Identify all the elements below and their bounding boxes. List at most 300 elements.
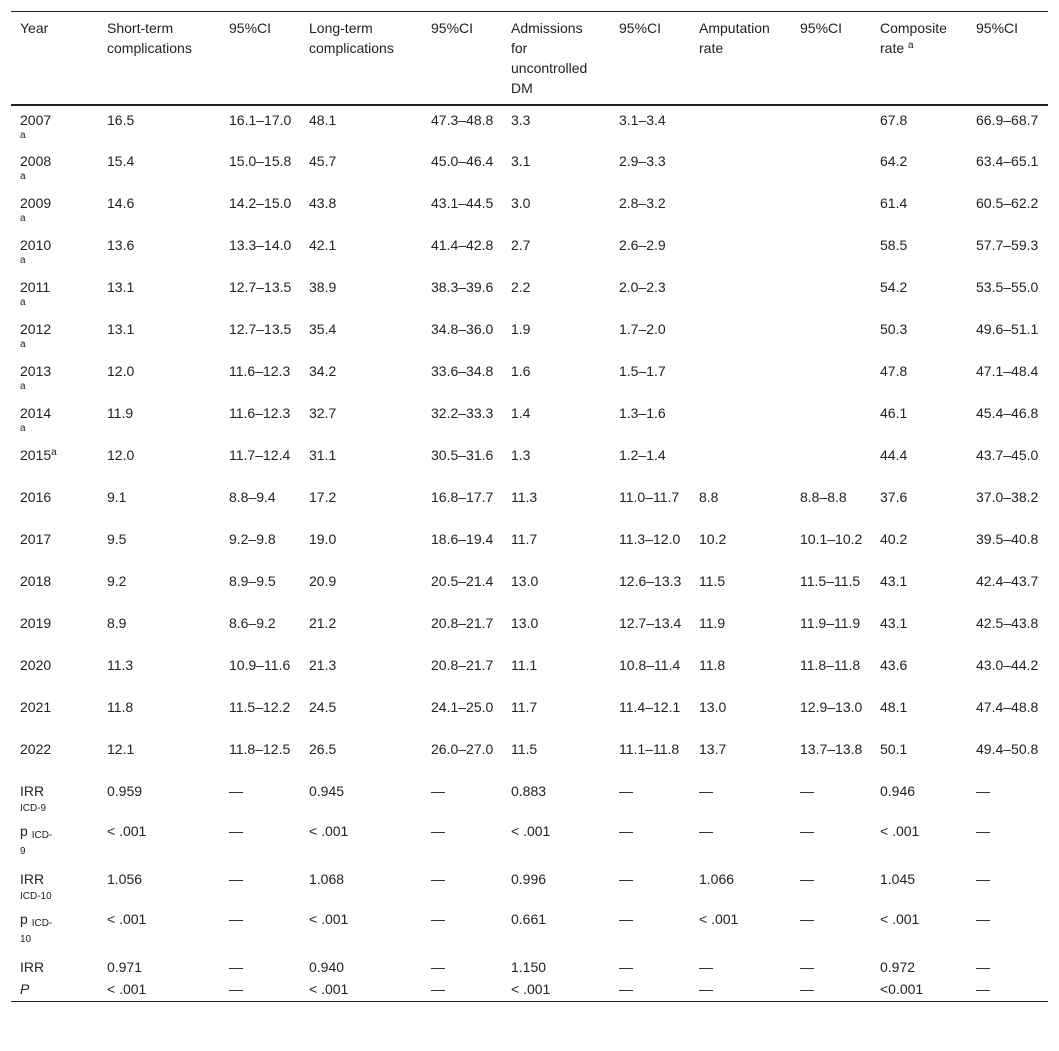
ci-cell: 2.9–3.3 [619, 153, 666, 169]
value-cell: 42.1 [309, 237, 337, 253]
ci-cell: 43.1–44.5 [431, 195, 494, 211]
footnote-mark: a [20, 381, 26, 392]
ci-cell: 13.3–14.0 [229, 237, 292, 253]
stat-value: — [976, 981, 990, 997]
stat-value: — [699, 981, 713, 997]
stat-value: < .001 [880, 911, 920, 927]
value-cell: 9.1 [107, 489, 127, 505]
ci-cell: 43.7–45.0 [976, 447, 1039, 463]
year-cell [11, 569, 98, 611]
value-cell: 11.5 [511, 741, 538, 757]
value-cell: 11.8 [107, 699, 134, 715]
ci-cell: 18.6–19.4 [431, 531, 494, 547]
value-cell: 14.6 [107, 195, 135, 211]
value-cell [690, 275, 791, 317]
stat-value: 0.946 [880, 783, 916, 799]
stat-value: 0.940 [309, 959, 345, 975]
value-cell: 12.0 [107, 447, 135, 463]
value-cell: 17.2 [309, 489, 337, 505]
value-cell: 40.2 [880, 531, 908, 547]
value-cell: 12.0 [107, 363, 135, 379]
ci-cell: 10.1–10.2 [800, 531, 863, 547]
stat-value: — [800, 823, 814, 839]
value-cell: 16.5 [107, 112, 135, 128]
footnote-mark: a [20, 297, 26, 308]
value-cell: 9.2 [107, 573, 127, 589]
stat-value: — [699, 823, 713, 839]
p-label-subscript-cont: 9 [20, 846, 26, 857]
ci-cell: 30.5–31.6 [431, 447, 494, 463]
value-cell: 1.3 [511, 447, 531, 463]
value-cell: 46.1 [880, 405, 908, 421]
ci-cell: 39.5–40.8 [976, 531, 1039, 547]
year-cell [11, 401, 98, 443]
year-value: 2019 [20, 615, 52, 631]
value-cell: 11.7 [511, 531, 538, 547]
year-cell [11, 105, 98, 149]
ci-cell: 20.8–21.7 [431, 615, 494, 631]
stat-value: 1.045 [880, 871, 916, 887]
stat-value: — [431, 959, 445, 975]
ci-cell: 16.8–17.7 [431, 489, 494, 505]
p-value-row [11, 801, 1048, 867]
stat-value: — [619, 911, 633, 927]
header-short-term: Short-term complications [107, 20, 192, 56]
stat-value: — [619, 823, 633, 839]
stat-value: 0.972 [880, 959, 916, 975]
ci-cell: 47.1–48.4 [976, 363, 1039, 379]
ci-cell: 66.9–68.7 [976, 112, 1039, 128]
stat-value: — [619, 871, 633, 887]
year-cell [11, 443, 98, 485]
value-cell: 13.1 [107, 321, 135, 337]
stat-value: 0.996 [511, 871, 547, 887]
stat-value: < .001 [107, 911, 147, 927]
ci-cell: 8.9–9.5 [229, 573, 276, 589]
year-cell [11, 611, 98, 653]
ci-cell: 43.0–44.2 [976, 657, 1039, 673]
ci-cell: 1.3–1.6 [619, 405, 666, 421]
year-value: 2017 [20, 531, 52, 547]
stat-value: < .001 [309, 981, 349, 997]
value-cell: 32.7 [309, 405, 337, 421]
ci-cell: 8.8–8.8 [800, 489, 847, 505]
p-label-letter: p [20, 823, 28, 839]
value-cell: 26.5 [309, 741, 337, 757]
value-cell: 11.5 [699, 573, 726, 589]
value-cell [690, 191, 791, 233]
stat-label [11, 889, 98, 955]
value-cell [690, 401, 791, 443]
value-cell: 11.3 [107, 657, 134, 673]
value-cell: 11.9 [699, 615, 726, 631]
ci-cell [791, 401, 871, 443]
stat-value: < .001 [107, 981, 147, 997]
value-cell: 8.9 [107, 615, 127, 631]
year-value: 2016 [20, 489, 52, 505]
value-cell: 11.9 [107, 405, 134, 421]
ci-cell: 1.5–1.7 [619, 363, 666, 379]
value-cell: 3.0 [511, 195, 531, 211]
stat-label: IRR [20, 783, 45, 799]
value-cell: 3.3 [511, 112, 531, 128]
stat-value: — [699, 783, 713, 799]
value-cell: 21.2 [309, 615, 337, 631]
ci-cell: 49.6–51.1 [976, 321, 1039, 337]
value-cell: 13.7 [699, 741, 727, 757]
value-cell: 21.3 [309, 657, 337, 673]
ci-cell: 11.1–11.8 [619, 741, 680, 757]
stat-value: — [229, 959, 243, 975]
stat-value: — [976, 823, 990, 839]
year-value: 2013 [20, 363, 52, 379]
value-cell: 8.8 [699, 489, 719, 505]
value-cell: 13.6 [107, 237, 135, 253]
ci-cell: 11.5–11.5 [800, 573, 861, 589]
year-value: 2011 [20, 279, 51, 295]
value-cell: 24.5 [309, 699, 337, 715]
p-label-main [20, 909, 90, 934]
complications-rate-table [11, 11, 1048, 1002]
value-cell: 38.9 [309, 279, 337, 295]
ci-cell: 2.8–3.2 [619, 195, 666, 211]
ci-cell: 33.6–34.8 [431, 363, 494, 379]
value-cell [690, 149, 791, 191]
ci-cell [791, 149, 871, 191]
header-ci: 95%CI [619, 20, 662, 36]
ci-cell: 11.6–12.3 [229, 363, 291, 379]
year-value: 2010 [20, 237, 52, 253]
stat-value: — [976, 911, 990, 927]
p-value-row [11, 977, 1048, 1001]
ci-cell: 8.6–9.2 [229, 615, 276, 631]
value-cell: 13.0 [511, 615, 539, 631]
ci-cell [791, 191, 871, 233]
stat-value: 1.056 [107, 871, 143, 887]
value-cell: 67.8 [880, 112, 908, 128]
ci-cell: 20.8–21.7 [431, 657, 494, 673]
stat-value: — [431, 871, 445, 887]
value-cell: 1.9 [511, 321, 531, 337]
year-value: 2015 [20, 447, 52, 463]
ci-cell: 47.3–48.8 [431, 112, 494, 128]
table-row [11, 359, 1048, 401]
year-cell [11, 275, 98, 317]
table-row [11, 527, 1048, 569]
stat-value: — [431, 823, 445, 839]
footnote-mark: a [20, 339, 26, 350]
p-label-subscript: ICD- [31, 830, 53, 841]
stat-value: <0.001 [880, 981, 924, 997]
stat-value: 0.945 [309, 783, 345, 799]
ci-cell: 24.1–25.0 [431, 699, 494, 715]
stat-value: — [431, 783, 445, 799]
year-cell [11, 191, 98, 233]
stat-value: 1.066 [699, 871, 735, 887]
year-cell [11, 527, 98, 569]
ci-cell: 11.3–12.0 [619, 531, 681, 547]
year-cell [11, 653, 98, 695]
header-long-term: Long-term complications [309, 20, 394, 56]
year-cell [11, 317, 98, 359]
stat-value: 0.661 [511, 911, 547, 927]
stat-value: — [229, 823, 243, 839]
ci-cell: 11.6–12.3 [229, 405, 291, 421]
p-label-superscript: ICD-9 [20, 803, 47, 814]
ci-cell: 34.8–36.0 [431, 321, 494, 337]
ci-cell: 11.8–12.5 [229, 741, 291, 757]
ci-cell [791, 275, 871, 317]
value-cell [690, 105, 791, 149]
ci-cell: 57.7–59.3 [976, 237, 1039, 253]
stat-value: < .001 [511, 823, 551, 839]
stat-value: 1.150 [511, 959, 547, 975]
footnote-mark: a [20, 423, 26, 434]
year-cell [11, 149, 98, 191]
ci-cell: 12.7–13.4 [619, 615, 682, 631]
year-value: 2021 [20, 699, 52, 715]
stat-value: — [800, 981, 814, 997]
ci-cell: 12.7–13.5 [229, 321, 292, 337]
value-cell: 54.2 [880, 279, 908, 295]
value-cell: 37.6 [880, 489, 908, 505]
value-cell: 61.4 [880, 195, 908, 211]
irr-row [11, 955, 1048, 977]
value-cell [690, 233, 791, 275]
ci-cell [791, 443, 871, 485]
value-cell: 64.2 [880, 153, 908, 169]
ci-cell [791, 105, 871, 149]
header-ci: 95%CI [229, 20, 272, 36]
value-cell [690, 317, 791, 359]
ci-cell: 3.1–3.4 [619, 112, 666, 128]
ci-cell: 42.4–43.7 [976, 573, 1039, 589]
value-cell: 11.1 [511, 657, 538, 673]
ci-cell: 20.5–21.4 [431, 573, 494, 589]
stat-value: — [976, 783, 990, 799]
table-row [11, 105, 1048, 149]
stat-value: — [431, 981, 445, 997]
value-cell: 43.6 [880, 657, 908, 673]
ci-cell [791, 233, 871, 275]
stat-label [11, 801, 98, 867]
table-row [11, 149, 1048, 191]
ci-cell [791, 359, 871, 401]
value-cell: 11.3 [511, 489, 538, 505]
ci-cell: 1.2–1.4 [619, 447, 666, 463]
stat-value: — [431, 911, 445, 927]
ci-cell: 12.7–13.5 [229, 279, 292, 295]
header-ci: 95%CI [431, 20, 474, 36]
p-label-superscript: ICD-10 [20, 891, 52, 902]
table-row [11, 695, 1048, 737]
footnote-mark: a [20, 255, 26, 266]
ci-cell: 13.7–13.8 [800, 741, 863, 757]
value-cell: 35.4 [309, 321, 337, 337]
ci-cell [791, 317, 871, 359]
ci-cell: 26.0–27.0 [431, 741, 494, 757]
ci-cell: 10.8–11.4 [619, 657, 681, 673]
value-cell: 34.2 [309, 363, 337, 379]
ci-cell: 11.9–11.9 [800, 615, 861, 631]
stat-value: 0.959 [107, 783, 143, 799]
stat-value: 0.971 [107, 959, 143, 975]
header-ci: 95%CI [976, 20, 1019, 36]
stat-value: — [229, 871, 243, 887]
ci-cell: 37.0–38.2 [976, 489, 1039, 505]
value-cell: 12.1 [107, 741, 135, 757]
ci-cell: 15.0–15.8 [229, 153, 292, 169]
value-cell: 43.1 [880, 615, 908, 631]
year-value: 2020 [20, 657, 52, 673]
table-row [11, 569, 1048, 611]
value-cell: 10.2 [699, 531, 727, 547]
stat-value: — [699, 959, 713, 975]
ci-cell: 41.4–42.8 [431, 237, 494, 253]
p-label [20, 803, 90, 858]
year-value: 2009 [20, 195, 52, 211]
value-cell: 50.1 [880, 741, 908, 757]
table-row [11, 317, 1048, 359]
ci-cell: 12.9–13.0 [800, 699, 863, 715]
value-cell: 48.1 [309, 112, 337, 128]
ci-cell: 8.8–9.4 [229, 489, 276, 505]
year-value: 2014 [20, 405, 52, 421]
value-cell: 43.8 [309, 195, 337, 211]
stat-value: — [229, 783, 243, 799]
table-row [11, 275, 1048, 317]
stat-label: IRR [20, 959, 45, 975]
value-cell: 11.8 [699, 657, 726, 673]
value-cell [690, 443, 791, 485]
value-cell: 2.7 [511, 237, 531, 253]
value-cell: 13.0 [511, 573, 539, 589]
header-ci: 95%CI [800, 20, 843, 36]
p-label-main [20, 821, 90, 846]
footnote-mark: a [20, 213, 26, 224]
table-row [11, 401, 1048, 443]
ci-cell: 53.5–55.0 [976, 279, 1039, 295]
value-cell: 31.1 [309, 447, 337, 463]
ci-cell: 11.4–12.1 [619, 699, 681, 715]
ci-cell: 11.0–11.7 [619, 489, 680, 505]
ci-cell: 11.8–11.8 [800, 657, 861, 673]
stat-value: < .001 [511, 981, 551, 997]
table-row [11, 653, 1048, 695]
p-label-subscript-cont: 10 [20, 934, 32, 945]
table-row [11, 611, 1048, 653]
stat-value: < .001 [880, 823, 920, 839]
stat-value: 0.883 [511, 783, 547, 799]
ci-cell: 42.5–43.8 [976, 615, 1039, 631]
ci-cell: 49.4–50.8 [976, 741, 1039, 757]
value-cell: 11.7 [511, 699, 538, 715]
value-cell: 1.6 [511, 363, 531, 379]
year-cell [11, 485, 98, 527]
ci-cell: 12.6–13.3 [619, 573, 682, 589]
ci-cell: 38.3–39.6 [431, 279, 494, 295]
year-cell [11, 359, 98, 401]
value-cell: 2.2 [511, 279, 531, 295]
ci-cell: 45.0–46.4 [431, 153, 494, 169]
year-value: 2018 [20, 573, 52, 589]
stat-value: — [976, 871, 990, 887]
table-row [11, 233, 1048, 275]
ci-cell: 9.2–9.8 [229, 531, 276, 547]
value-cell: 43.1 [880, 573, 908, 589]
header-composite-label: Composite rate [880, 20, 947, 56]
table-row [11, 443, 1048, 485]
footnote-mark: a [20, 171, 26, 182]
stat-value: — [619, 981, 633, 997]
value-cell: 13.1 [107, 279, 135, 295]
header-amputation: Amputation rate [699, 20, 770, 56]
stat-label: IRR [20, 871, 45, 887]
stat-value: < .001 [309, 823, 349, 839]
year-value: 2012 [20, 321, 52, 337]
footnote-mark: a [908, 40, 914, 51]
header-year: Year [20, 20, 49, 36]
stat-value: — [800, 783, 814, 799]
footnote-mark: a [51, 447, 57, 458]
stat-value: < .001 [309, 911, 349, 927]
p-label [20, 891, 90, 946]
value-cell: 50.3 [880, 321, 908, 337]
footnote-mark: a [20, 130, 26, 141]
year-value: 2022 [20, 741, 52, 757]
ci-cell: 11.5–12.2 [229, 699, 291, 715]
ci-cell: 2.6–2.9 [619, 237, 666, 253]
ci-cell: 1.7–2.0 [619, 321, 666, 337]
year-cell [11, 695, 98, 737]
year-value: 2007 [20, 112, 52, 128]
ci-cell: 2.0–2.3 [619, 279, 666, 295]
ci-cell: 11.7–12.4 [229, 447, 291, 463]
p-value-row [11, 889, 1048, 955]
year-cell [11, 737, 98, 779]
value-cell: 15.4 [107, 153, 135, 169]
stat-value: — [229, 981, 243, 997]
stat-value: — [976, 959, 990, 975]
value-cell: 44.4 [880, 447, 908, 463]
stat-value: — [800, 959, 814, 975]
ci-cell: 16.1–17.0 [229, 112, 292, 128]
stat-value: — [800, 911, 814, 927]
value-cell: 19.0 [309, 531, 337, 547]
table-row [11, 485, 1048, 527]
ci-cell: 10.9–11.6 [229, 657, 291, 673]
ci-cell: 63.4–65.1 [976, 153, 1039, 169]
ci-cell: 14.2–15.0 [229, 195, 292, 211]
stat-value: — [619, 959, 633, 975]
p-label-subscript: ICD- [31, 918, 53, 929]
value-cell: 47.8 [880, 363, 908, 379]
ci-cell: 47.4–48.8 [976, 699, 1039, 715]
value-cell: 9.5 [107, 531, 127, 547]
ci-cell: 45.4–46.8 [976, 405, 1039, 421]
value-cell: 1.4 [511, 405, 531, 421]
stat-value: < .001 [699, 911, 739, 927]
ci-cell: 60.5–62.2 [976, 195, 1039, 211]
value-cell: 3.1 [511, 153, 531, 169]
year-cell [11, 233, 98, 275]
value-cell: 20.9 [309, 573, 337, 589]
table-row [11, 191, 1048, 233]
ci-cell: 32.2–33.3 [431, 405, 494, 421]
year-value: 2008 [20, 153, 52, 169]
stat-value: — [800, 871, 814, 887]
stat-label: P [20, 981, 30, 997]
